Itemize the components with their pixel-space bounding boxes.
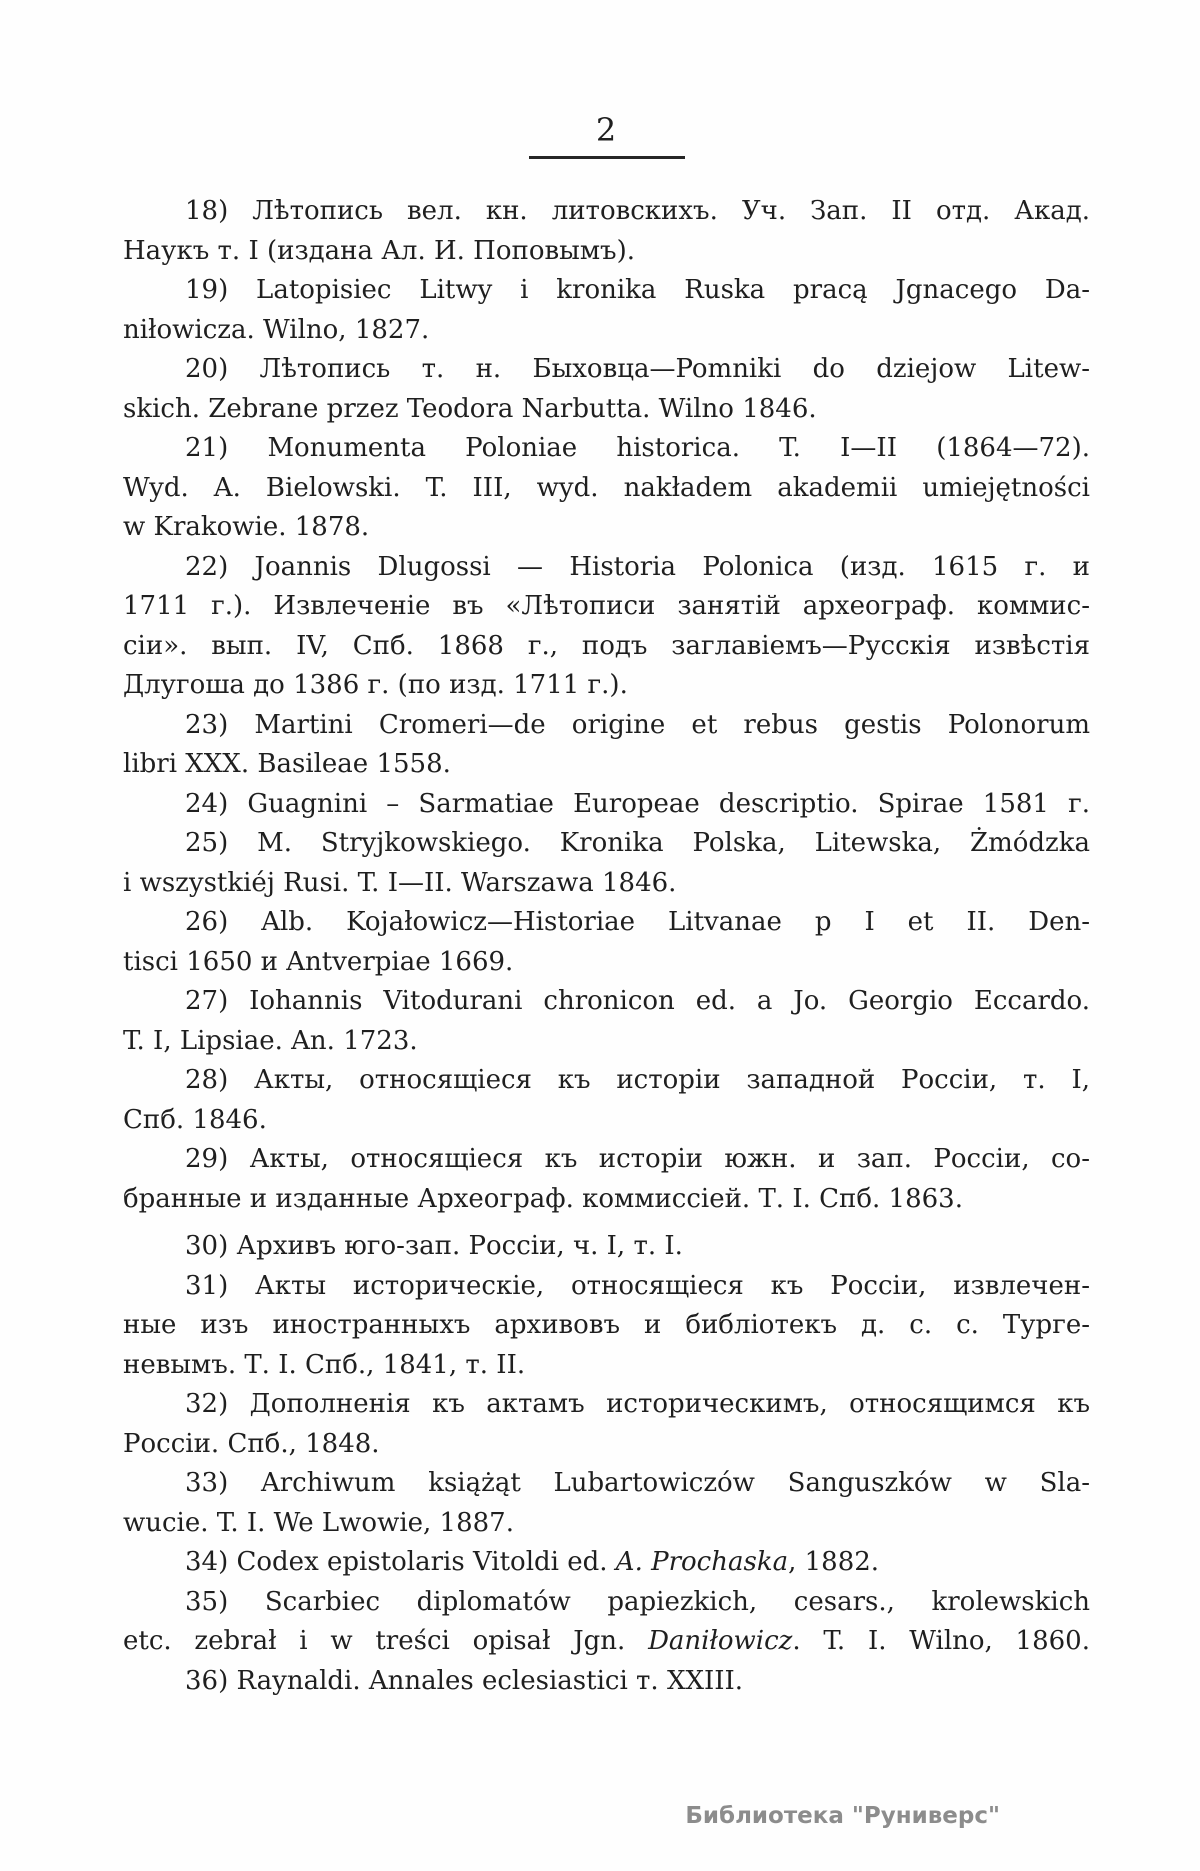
text-segment: . T. I. Wilno, 1860.: [792, 1626, 1090, 1656]
text-segment: 33) Archiwum książąt Lubartowiczów Sanguszków w Sla-: [185, 1468, 1090, 1498]
text-line: [123, 232, 1090, 272]
text-segment: 26) Alb. Kojałowicz—Historiae Litvanae p I et II. Den-: [185, 907, 1090, 937]
text-segment: tisci 1650 и Antverpiae 1669.: [123, 946, 514, 977]
text-segment: i wszystkiéj Rusi. T. I—II. Warszawa 1846.: [123, 867, 677, 898]
text-line: [123, 548, 1090, 588]
text-line: [123, 1022, 1090, 1062]
text-segment: 28) Акты, относящіеся къ исторіи западной Россіи, т. I,: [185, 1065, 1090, 1095]
text-line: [123, 943, 1090, 983]
text-line: [123, 429, 1090, 469]
text-segment: 35) Scarbiec diplomatów papiezkich, cesars., krolewskich: [185, 1586, 1090, 1617]
bibliography-entry-30: [123, 1227, 1090, 1267]
text-segment: 27) Iohannis Vitodurani chronicon ed. a Jo. Georgio Eccardo.: [185, 986, 1090, 1016]
page-number: 2: [595, 111, 618, 149]
text-segment: сіи». вып. IV, Спб. 1868 г., подъ заглавіемъ—Русскія извѣстія: [123, 630, 1090, 661]
text-segment: 31) Акты историческіе, относящіеся къ Россіи, извлечен-: [185, 1270, 1090, 1301]
bibliography-entry-27: [123, 982, 1090, 1061]
text-segment: libri XXX. Basileae 1558.: [123, 749, 451, 779]
text-segment: Wyd. A. Bielowski. T. III, wyd. nakładem akademii umiejętności: [123, 472, 1090, 503]
text-line: [123, 864, 1090, 904]
bibliography-entry-33: [123, 1464, 1090, 1543]
text-segment: w Krakowie. 1878.: [123, 512, 370, 542]
text-segment: бранные и изданные Археограф. коммиссіей. Т. I. Спб. 1863.: [123, 1183, 963, 1214]
text-line: [123, 508, 1090, 548]
text-line: [123, 1662, 1090, 1702]
text-segment: 29) Акты, относящіеся къ исторіи южн. и зап. Россіи, со-: [185, 1144, 1090, 1174]
text-segment: 32) Дополненія къ актамъ историческимъ, относящимся къ: [185, 1389, 1090, 1419]
text-line: [123, 1543, 1090, 1583]
text-line: [123, 1425, 1090, 1465]
text-segment: , 1882.: [788, 1547, 880, 1577]
text-segment: 23) Martini Cromeri—de origine et rebus gestis Polonorum: [185, 709, 1090, 740]
text-segment: 25) M. Stryjkowskiego. Kronika Polska, Litewska, Żmódzka: [185, 828, 1090, 858]
bibliography-entry-23: [123, 706, 1090, 785]
text-segment: Спб. 1846.: [123, 1104, 267, 1135]
text-segment: 1711 г.). Извлеченіе въ «Лѣтописи занятій археограф. коммис-: [123, 591, 1090, 621]
bibliography-entry-19: [123, 271, 1090, 350]
bibliography-entry-20: [123, 350, 1090, 429]
text-line: [123, 311, 1090, 351]
text-segment: 20) Лѣтопись т. н. Быховца—Pomniki do dziejow Litew-: [185, 354, 1090, 384]
text-line: [123, 1101, 1090, 1141]
text-line: [123, 1180, 1090, 1220]
text-segment: etc. zebrał i w treści opisał Jgn.: [123, 1626, 649, 1656]
text-line: [123, 1140, 1090, 1180]
bibliography-entry-26: [123, 903, 1090, 982]
text-segment: 19) Latopisiec Litwy i kronika Ruska pracą Jgnacego Da-: [185, 275, 1090, 305]
footer-watermark: Библиотека "Руниверс": [685, 1803, 1000, 1829]
text-line: [123, 350, 1090, 390]
text-line: [123, 745, 1090, 785]
bibliography-entry-32: [123, 1385, 1090, 1464]
text-line: [123, 1061, 1090, 1101]
bibliography-list: [123, 192, 1090, 1701]
bibliography-entry-34: [123, 1543, 1090, 1583]
text-line: [123, 390, 1090, 430]
text-line: [123, 469, 1090, 509]
text-segment: невымъ. Т. I. Спб., 1841, т. II.: [123, 1349, 526, 1380]
page-number-rule: [529, 156, 685, 159]
text-segment: wucie. T. I. We Lwowie, 1887.: [123, 1507, 514, 1538]
text-segment: 30) Архивъ юго-зап. Россіи, ч. I, т. I.: [185, 1231, 683, 1261]
page-header: [123, 111, 1090, 159]
text-line: [123, 982, 1090, 1022]
text-line: [123, 587, 1090, 627]
text-segment: Длугоша до 1386 г. (по изд. 1711 г.).: [123, 670, 628, 700]
text-line: [123, 785, 1090, 825]
text-line: [123, 1622, 1090, 1662]
text-segment: 18) Лѣтопись вел. кн. литовскихъ. Уч. Зап. II отд. Акад.: [185, 196, 1090, 226]
text-line: [123, 1464, 1090, 1504]
bibliography-entry-22: [123, 548, 1090, 706]
bibliography-entry-29: [123, 1140, 1090, 1219]
text-line: [123, 1504, 1090, 1544]
text-line: [123, 706, 1090, 746]
bibliography-entry-36: [123, 1662, 1090, 1702]
text-segment: Наукъ т. I (издана Ал. И. Поповымъ).: [123, 235, 635, 266]
text-line: [123, 824, 1090, 864]
text-segment: 22) Joannis Dlugossi — Historia Polonica (изд. 1615 г. и: [185, 551, 1090, 582]
text-line: [123, 271, 1090, 311]
text-segment: 21) Monumenta Poloniae historica. T. I—II (1864—72).: [185, 433, 1090, 463]
bibliography-entry-24: [123, 785, 1090, 825]
text-segment: ные изъ иностранныхъ архивовъ и библіотекъ д. с. с. Турге-: [123, 1310, 1090, 1340]
text-segment: skich. Zebrane przez Teodora Narbutta. Wilno 1846.: [123, 393, 817, 424]
italic-text-segment: A. Prochaska: [615, 1547, 789, 1577]
bibliography-entry-18: [123, 192, 1090, 271]
text-segment: Россіи. Спб., 1848.: [123, 1428, 380, 1459]
text-line: [123, 1385, 1090, 1425]
text-line: [123, 666, 1090, 706]
text-line: [123, 192, 1090, 232]
text-line: [123, 1267, 1090, 1307]
text-segment: 24) Guagnini – Sarmatiae Europeae descriptio. Spirae 1581 г.: [185, 788, 1090, 819]
text-segment: T. I, Lipsiae. An. 1723.: [123, 1025, 418, 1056]
italic-text-segment: Daniłowicz: [648, 1626, 793, 1656]
text-line: [123, 627, 1090, 667]
bibliography-entry-25: [123, 824, 1090, 903]
text-line: [123, 1227, 1090, 1267]
bibliography-entry-28: [123, 1061, 1090, 1140]
bibliography-entry-31: [123, 1267, 1090, 1386]
text-segment: niłowicza. Wilno, 1827.: [123, 314, 430, 345]
text-line: [123, 1306, 1090, 1346]
text-line: [123, 1346, 1090, 1386]
text-line: [123, 1583, 1090, 1623]
text-segment: 34) Codex epistolaris Vitoldi ed.: [185, 1547, 616, 1577]
text-line: [123, 903, 1090, 943]
text-segment: 36) Raynaldi. Annales eclesiastici т. XXIII.: [185, 1665, 744, 1696]
bibliography-entry-21: [123, 429, 1090, 548]
bibliography-entry-35: [123, 1583, 1090, 1662]
